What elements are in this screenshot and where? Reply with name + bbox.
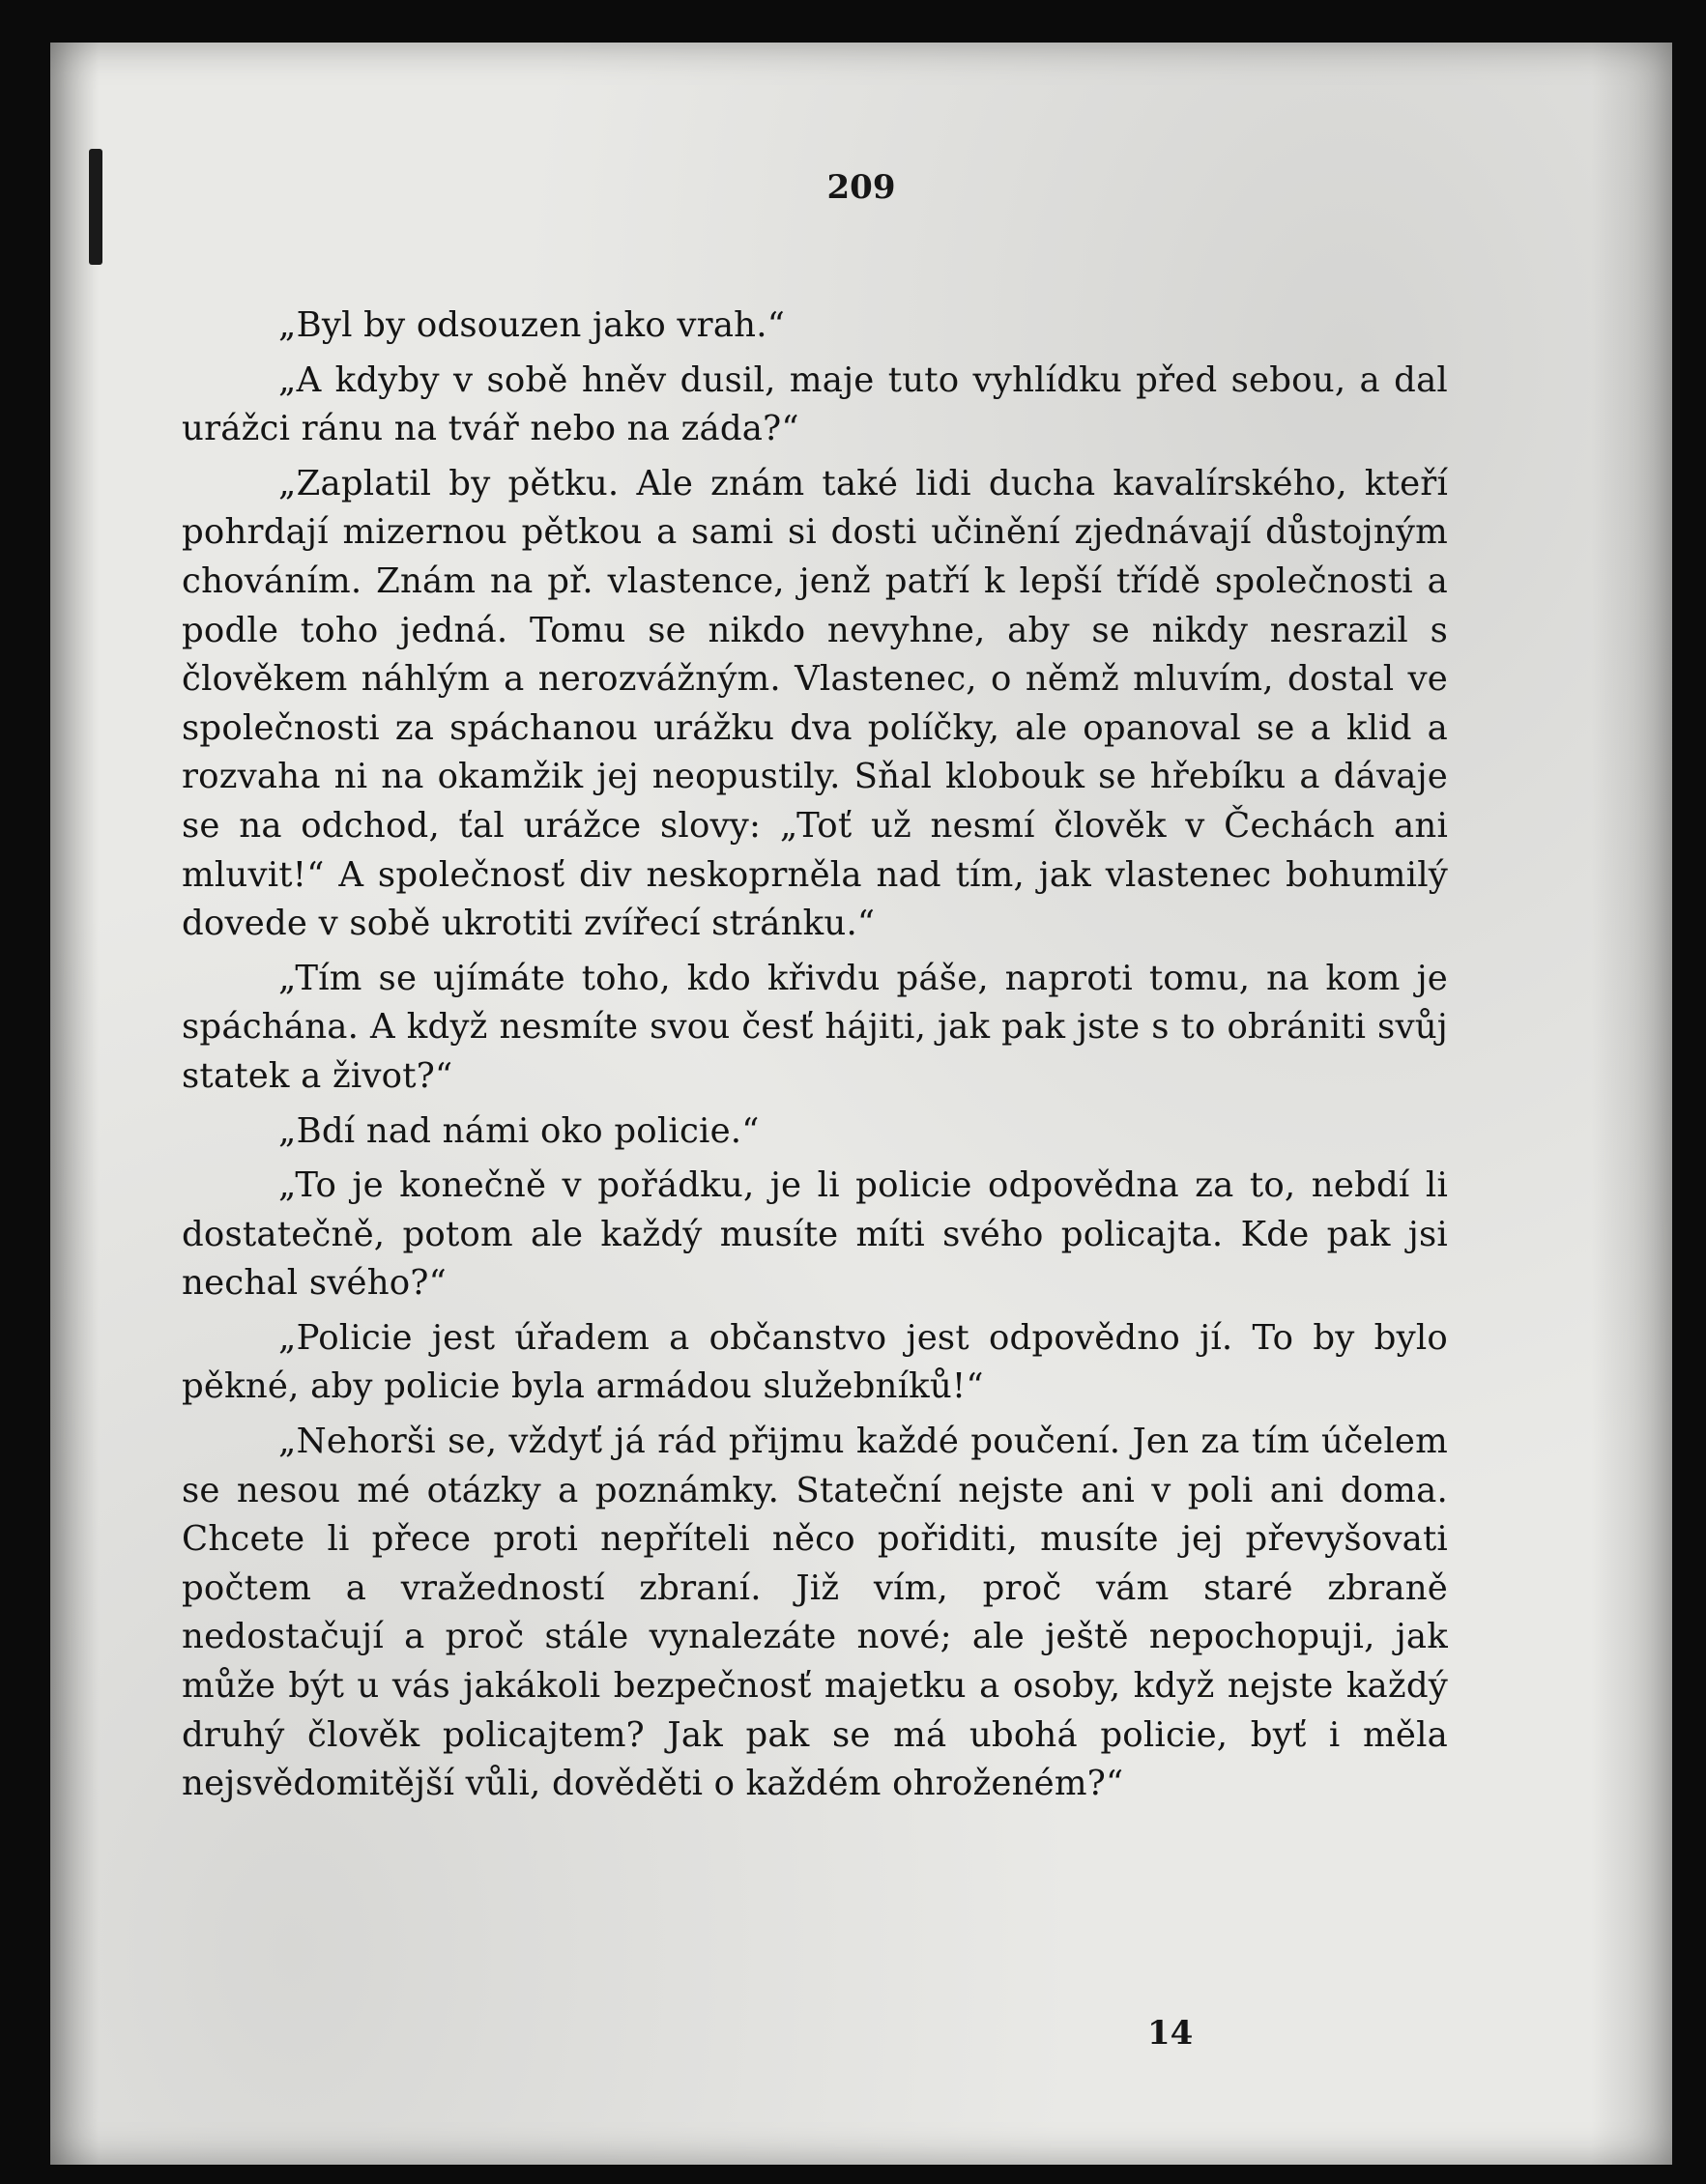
paragraph: „Tím se ujímáte toho, kdo křivdu páše, naproti tomu, na kom je spáchána. A když nesmíte svou česť hájiti, jak pak jste s to obrániti svůj statek a život?“ (182, 958, 1448, 1096)
binding-shadow (89, 149, 102, 265)
signature-number: 14 (1147, 2014, 1194, 2053)
book-page (50, 43, 1672, 2165)
paragraph: „Bdí nad námi oko policie.“ (278, 1110, 760, 1151)
paragraph: „To je konečně v pořádku, je li policie odpovědna za to, nebdí li dostatečně, potom ale každý musíte míti svého policajta. Kde pak jsi nechal svého?“ (182, 1165, 1448, 1304)
paragraph: „Zaplatil by pětku. Ale znám také lidi ducha kavalírského, kteří pohrdají mizernou pětkou a sami si dosti učinění zjednávají důstojným chováním. Znám na př. vlastence, jenž patří k lepší třídě společnosti a podle toho jedná. Tomu se nikdo nevyhne, aby se nikdy nesrazil s člověkem náhlým a nerozvážným. Vlastenec, o němž mluvím, dostal ve společnosti za spáchanou urážku dva políčky, ale opanoval se a klid a rozvaha ni na okamžik jej neopustily. Sňal klobouk se hřebíku a dávaje se na odchod, ťal urážce slovy: „Toť už nesmí člověk v Čechách ani mluvit!“ A společnosť div neskoprněla nad tím, jak vlastenec bohumilý dovede v sobě ukrotiti zvířecí stránku.“ (182, 463, 1448, 944)
paragraph: „Byl by odsouzen jako vrah.“ (278, 305, 786, 345)
paragraph: „A kdyby v sobě hněv dusil, maje tuto vyhlídku před sebou, a dal urážci ránu na tvář nebo na záda?“ (182, 359, 1448, 449)
paragraph: „Nehorši se, vždyť já rád přijmu každé poučení. Jen za tím účelem se nesou mé otázky a poznámky. Stateční nejste ani v poli ani doma. Chcete li přece proti nepříteli něco pořiditi, musíte jej převyšovati počtem a vražedností zbraní. Již vím, proč vám staré zbraně nedostačují a proč stále vynalezáte nové; ale ještě nepochopuji, jak může být u vás jakákoli bezpečnosť majetku a osoby, když nejste každý druhý člověk policajtem? Jak pak se má ubohá policie, byť i měla nejsvědomitější vůli, dověděti o každém ohroženém?“ (182, 1422, 1448, 1804)
body-text (182, 302, 1448, 1815)
paragraph: „Policie jest úřadem a občanstvo jest odpovědno jí. To by bylo pěkné, aby policie byla armádou služebníků!“ (182, 1317, 1448, 1407)
page-number: 209 (826, 168, 896, 207)
